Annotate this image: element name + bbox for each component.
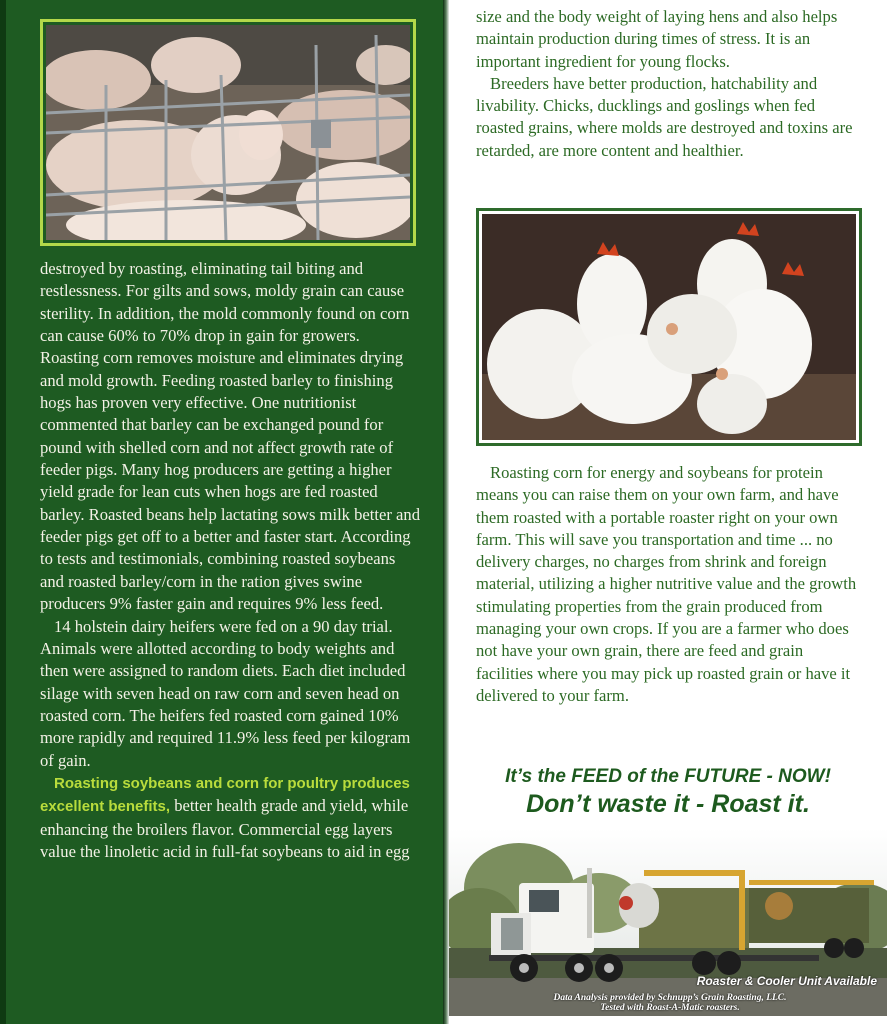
- swine-paragraph: destroyed by roasting, eliminating tail biting and restlessness. For gilts and sows, moldy grain can cause sterility. In addition, the mold commonly found on corn can cause 60% to 70% drop in gain for growers. Roasting corn removes moisture and eliminates drying and mold growth. Feeding roasted barley to finishing hogs has proven very effective. One nutritionist commented that barley can be exchanged pound for pound with shelled corn and not affect growth rate of feeder pigs. Many hog producers are getting a higher yield grade for lean cuts when hogs are fed roasted barley. Roasted beans help lactating sows milk better and feeder pigs get off to a better and faster start. According to tests and testimonials, combining roasted soybeans and roasted barley/corn in the ration gives swine producers 9% faster gain and requires 9% less feed.: [40, 259, 421, 614]
- right-top-text: [476, 6, 861, 162]
- slogan-line-2: Don’t waste it - Roast it.: [526, 790, 810, 818]
- pigs-photo-image: [46, 25, 410, 240]
- poultry-highlight: Roasting soybeans and corn for poultry produces excellent benefits,: [40, 774, 410, 816]
- truck-caption: Roaster & Cooler Unit Available: [696, 974, 877, 988]
- poultry-paragraph: [40, 772, 420, 863]
- pigs-photo: [40, 19, 416, 246]
- poultry-paragraph-text: better health grade and yield, while enhancing the broilers flavor. Commercial egg layers value the linoletic acid in full-fat soybeans to aid in egg: [40, 796, 410, 861]
- credit-line-1: Data Analysis provided by Schnupp’s Grain Roasting, LLC.: [553, 993, 787, 1003]
- left-body-text: [40, 258, 420, 863]
- laying-hens-paragraph: size and the body weight of laying hens and also helps maintain production during times of stress. It is an important ingredient for young flocks.: [476, 7, 838, 71]
- on-farm-roasting-paragraph: Roasting corn for energy and soybeans for protein means you can raise them on your own farm, and have them roasted with a portable roaster right on your own farm. This will save you transportation and time ... no delivery charges, no charges from shrink and foreign material, utilizing a higher nutritive value and the growth stimulating properties from the grain produced from managing your own crops. If you are a farmer who does not have your own grain, there are feed and grain facilities where you may pick up roasted grain or have it delivered to your farm.: [476, 463, 857, 705]
- credit-line: [470, 993, 870, 1013]
- breeders-paragraph: Breeders have better production, hatchability and livability. Chicks, ducklings and goslings when fed roasted grains, where molds are destroyed and toxins are retarded, are more content and healthier.: [476, 73, 853, 160]
- credit-line-2: Tested with Roast-A-Matic roasters.: [600, 1003, 740, 1013]
- right-bottom-text: [476, 462, 861, 707]
- dairy-paragraph: 14 holstein dairy heifers were fed on a 90 day trial. Animals were allotted according to body weights and then were assigned to random diets. Each diet included silage with seven head on raw corn and seven head on roasted corn. The heifers fed roasted corn gained 10% more rapidly and required 11.9% less feed per kilogram of gain.: [40, 616, 411, 770]
- hens-photo: [476, 208, 862, 446]
- hens-photo-image: [482, 214, 856, 440]
- left-edge-shadow: [0, 0, 6, 1024]
- slogan-line-1: It’s the FEED of the FUTURE - NOW!: [505, 766, 831, 787]
